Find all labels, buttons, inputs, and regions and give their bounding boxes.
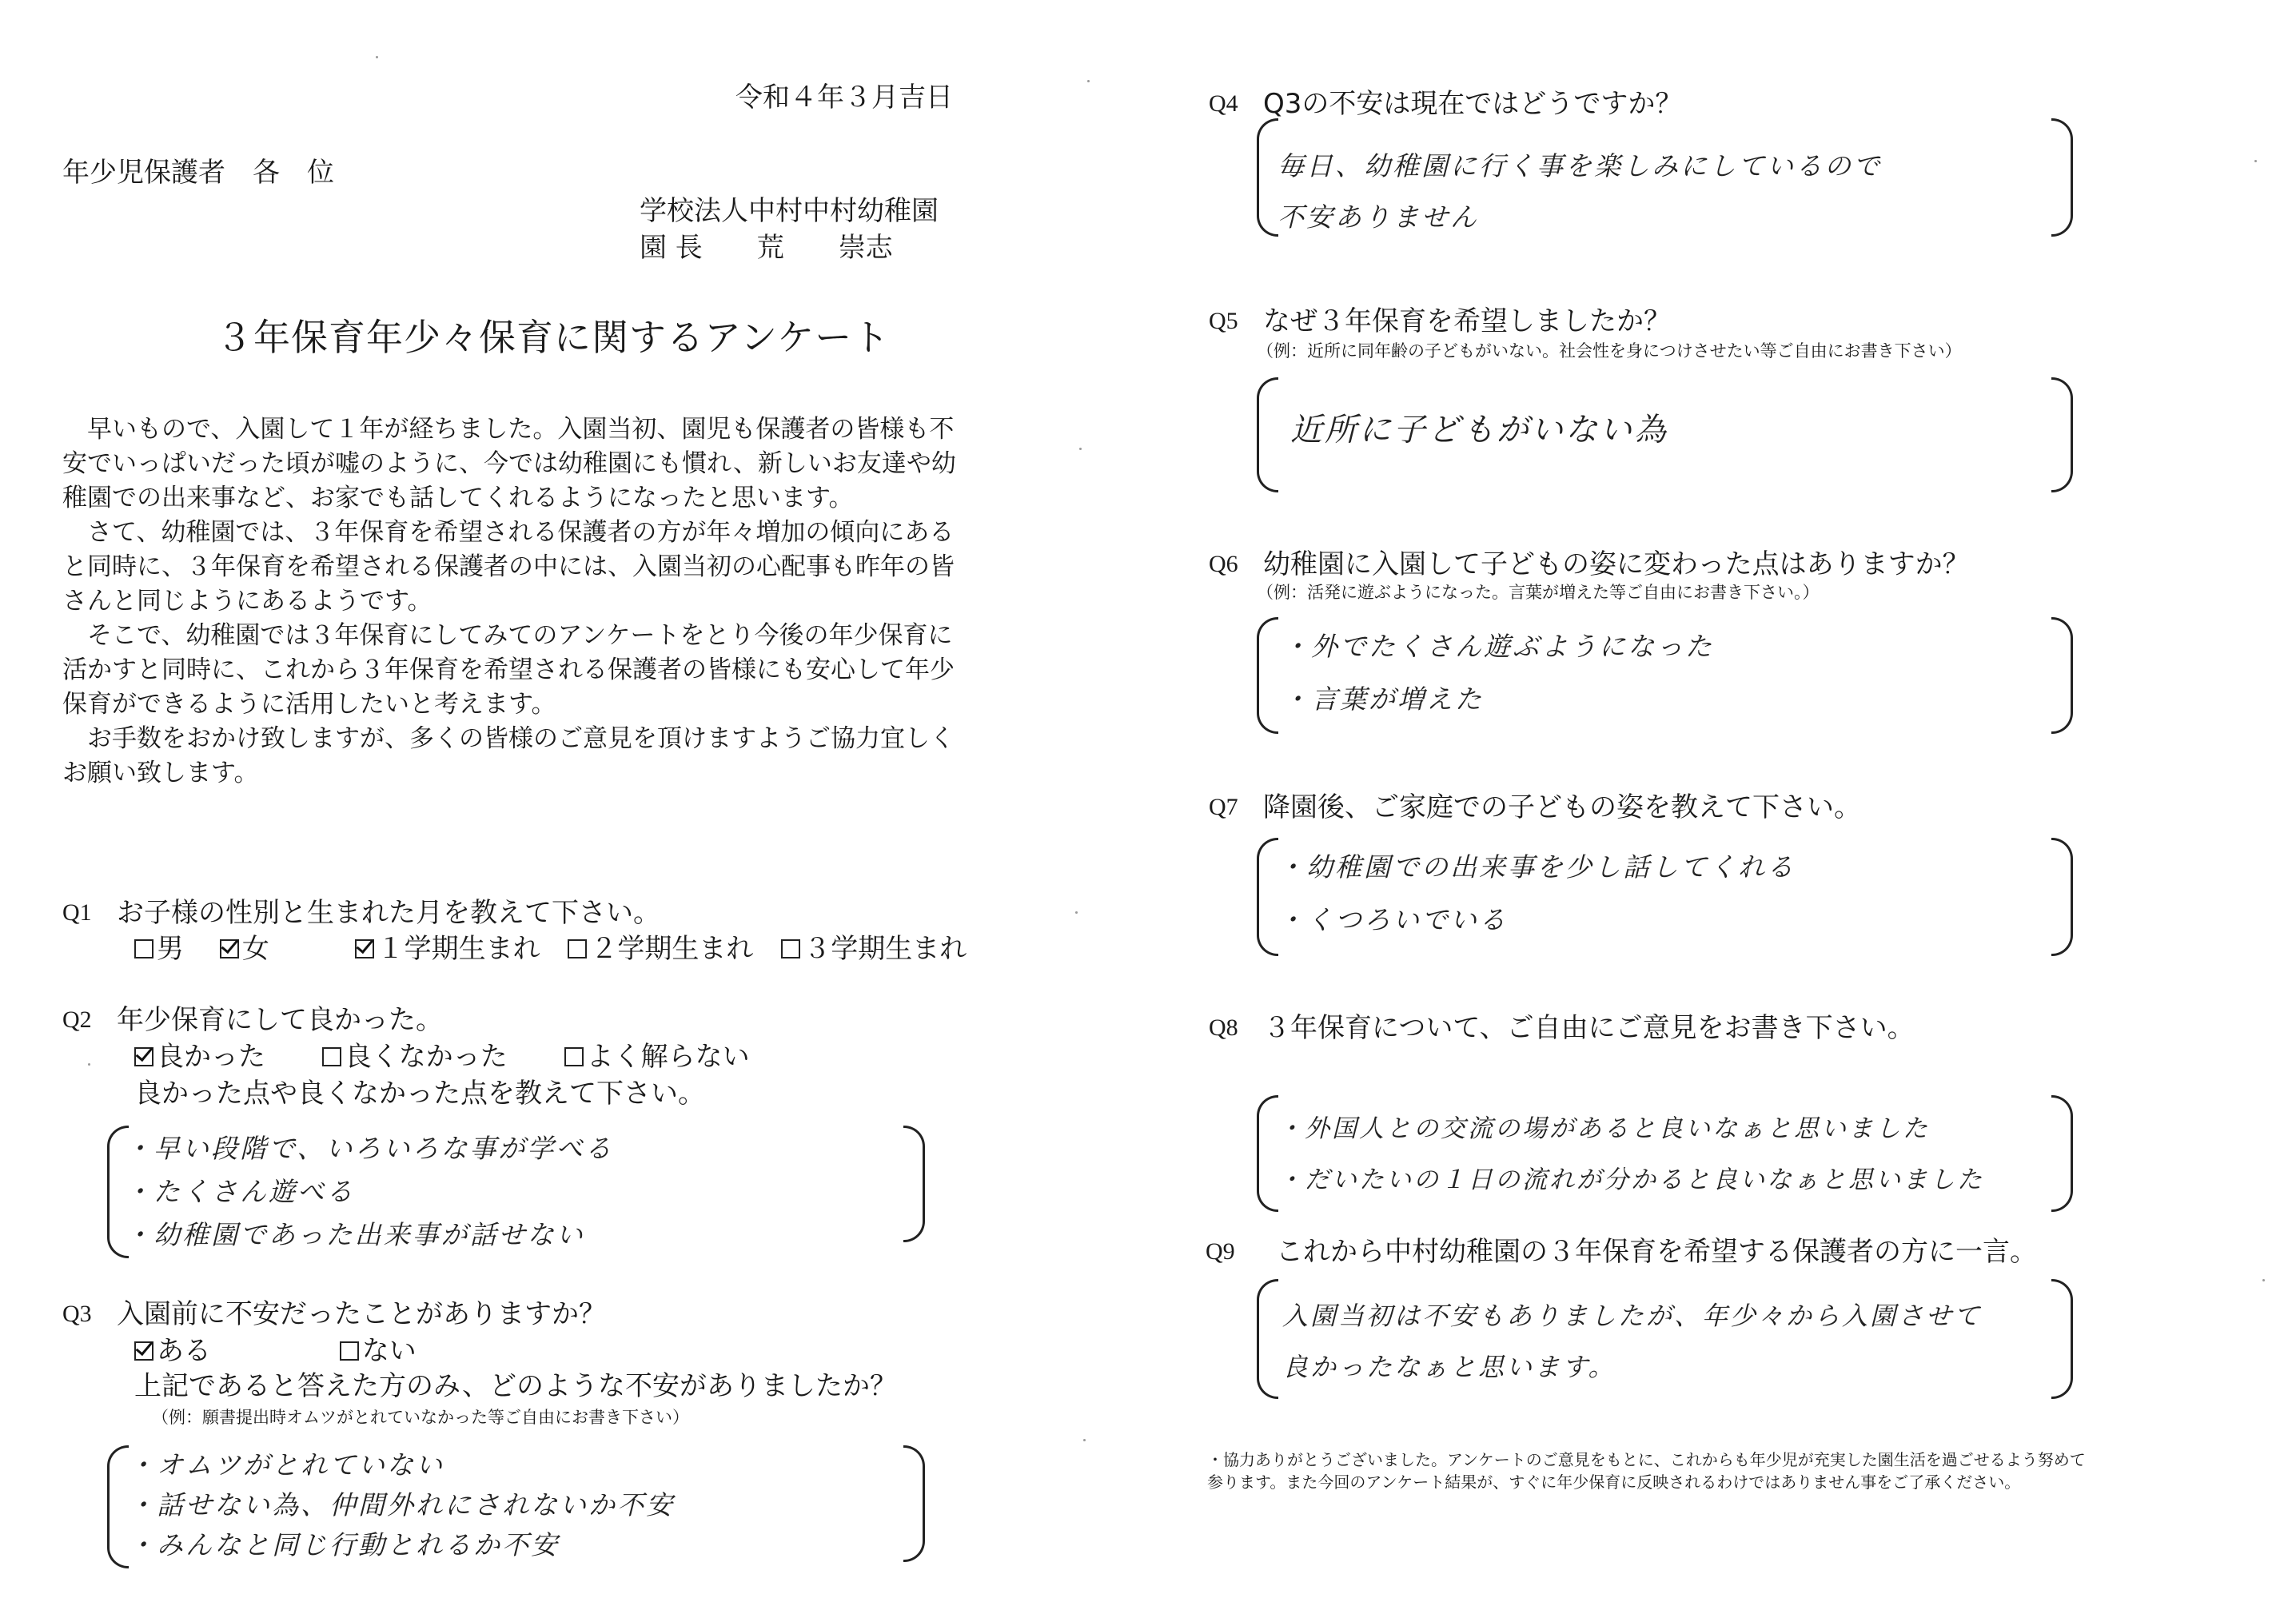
page-title: ３年保育年少々保育に関するアンケート xyxy=(216,316,891,359)
q3-answer[interactable] xyxy=(128,1445,675,1565)
answer-bracket-right xyxy=(2051,838,2073,956)
answer-bracket-left xyxy=(1257,1095,1278,1212)
q7-number: Q7 xyxy=(1209,794,1238,820)
q4-number: Q4 xyxy=(1209,90,1238,117)
q1-option-term3[interactable]: ３学期生まれ xyxy=(781,931,967,966)
q2-answer-line: ・幼稚園であった出来事が話せない xyxy=(125,1219,585,1250)
q3-subquestion: 上記であると答えた方のみ、どのような不安がありましたか？ xyxy=(134,1370,898,1402)
q7-question: 降園後、ご家庭での子どもの姿を教えて下さい。 xyxy=(1263,791,1861,823)
answer-bracket-right xyxy=(903,1445,925,1562)
q2-answer[interactable] xyxy=(125,1127,613,1257)
q1-option-female[interactable]: 女 xyxy=(220,931,269,966)
q6-example: （例：活発に遊ぶようになった。言葉が増えた等ご自由にお書き下さい。） xyxy=(1257,583,1820,602)
answer-bracket-left xyxy=(1257,118,1278,237)
q3-option-yes[interactable]: ある xyxy=(134,1333,211,1369)
checkbox-icon[interactable] xyxy=(134,939,153,958)
answer-bracket-right xyxy=(903,1126,925,1242)
answer-bracket-right xyxy=(2051,377,2073,492)
intro-paragraph-4: お手数をおかけ致しますが、多くの皆様のご意見を頂けますようご協力宜しくお願い致します。 xyxy=(62,724,955,787)
q1-question: お子様の性別と生まれた月を教えて下さい。 xyxy=(117,897,660,929)
q2-answer-line: ・たくさん遊べる xyxy=(125,1176,355,1207)
q3-answer-line: ・みんなと同じ行動とれるか不安 xyxy=(128,1529,560,1560)
checkbox-icon[interactable] xyxy=(340,1341,359,1361)
q9-number: Q9 xyxy=(1206,1238,1235,1265)
q2-question: 年少保育にして良かった。 xyxy=(117,1004,443,1036)
q7-answer[interactable] xyxy=(1278,841,1796,946)
q5-number: Q5 xyxy=(1209,308,1238,334)
q3-question: 入園前に不安だったことがありますか？ xyxy=(117,1298,606,1330)
q3-number: Q3 xyxy=(62,1301,92,1327)
q5-answer[interactable] xyxy=(1290,403,1668,457)
q6-question: 幼稚園に入園して子どもの姿に変わった点はありますか？ xyxy=(1263,548,1970,580)
checkbox-icon[interactable] xyxy=(781,939,800,958)
checkbox-checked-icon[interactable] xyxy=(134,1047,153,1066)
q1-number: Q1 xyxy=(62,899,92,926)
q2-option-good[interactable]: 良かった xyxy=(134,1039,265,1074)
intro-paragraph-2: さて、幼稚園では、３年保育を希望される保護者の方が年々増加の傾向にあると同時に、３年保育を希望される保護者の中には、入園当初の心配事も昨年の皆さんと同じようにあるようです。 xyxy=(62,518,955,616)
q9-answer[interactable] xyxy=(1282,1290,1982,1393)
checkbox-icon[interactable] xyxy=(322,1047,341,1066)
q2-options xyxy=(134,1039,777,1075)
q8-question: ３年保育について、ご自由にご意見をお書き下さい。 xyxy=(1263,1012,1915,1044)
q1-option-term1[interactable]: １学期生まれ xyxy=(355,931,540,966)
q9-answer-line: 良かったなぁと思います。 xyxy=(1282,1352,1616,1382)
principal-name: 園 長 荒 崇志 xyxy=(640,232,893,264)
checkbox-icon[interactable] xyxy=(568,939,587,958)
q2-number: Q2 xyxy=(62,1006,92,1033)
school-name: 学校法人中村中村幼稚園 xyxy=(640,195,939,227)
q5-question: なぜ３年保育を希望しましたか？ xyxy=(1263,305,1671,337)
q3-answer-line: ・オムツがとれていない xyxy=(128,1449,444,1481)
answer-bracket-right xyxy=(2051,1095,2073,1212)
q8-number: Q8 xyxy=(1209,1014,1238,1041)
answer-bracket-left xyxy=(107,1445,129,1568)
q3-option-no[interactable]: ない xyxy=(340,1333,417,1369)
answer-bracket-right xyxy=(2051,617,2073,734)
answer-bracket-left xyxy=(1257,838,1278,956)
q1-options xyxy=(134,931,994,967)
q8-answer[interactable] xyxy=(1278,1103,1984,1206)
q7-answer-line: ・幼稚園での出来事を少し話してくれる xyxy=(1278,851,1796,883)
q8-answer-line: ・外国人との交流の場があると良いなぁと思いました xyxy=(1278,1114,1930,1143)
answer-bracket-left xyxy=(1257,1279,1278,1399)
q5-answer-line: 近所に子どもがいない為 xyxy=(1290,412,1668,448)
q6-answer[interactable] xyxy=(1282,620,1714,726)
checkbox-checked-icon[interactable] xyxy=(220,939,239,958)
footer-note: ・協力ありがとうございました。アンケートのご意見をもとに、これからも年少児が充実した園生活を過ごせるよう努めて参ります。また今回のアンケート結果が、すぐに年少保育に反映されるわけではありません事をご了承ください。 xyxy=(1207,1450,2086,1492)
q1-option-male[interactable]: 男 xyxy=(134,931,184,966)
intro-text xyxy=(62,412,966,791)
answer-bracket-left xyxy=(1257,377,1278,492)
q1-option-term2[interactable]: ２学期生まれ xyxy=(568,931,753,966)
q3-example: （例：願書提出時オムツがとれていなかった等ご自由にお書き下さい） xyxy=(152,1408,689,1427)
checkbox-checked-icon[interactable] xyxy=(355,939,374,958)
q6-number: Q6 xyxy=(1209,551,1238,577)
q7-answer-line: ・くつろいでいる xyxy=(1278,904,1508,935)
q6-answer-line: ・言葉が増えた xyxy=(1282,683,1484,715)
intro-paragraph-1: 早いもので、入園して１年が経ちました。入園当初、園児も保護者の皆様も不安でいっぱいだった頃が嘘のように、今では幼稚園にも慣れ、新しいお友達や幼稚園での出来事など、お家でも話してくれるようになったと思います。 xyxy=(62,415,956,512)
q6-answer-line: ・外でたくさん遊ぶようになった xyxy=(1282,631,1714,662)
q9-answer-line: 入園当初は不安もありましたが、年少々から入園させて xyxy=(1282,1301,1983,1331)
document-date: 令和４年３月吉日 xyxy=(735,82,953,114)
intro-paragraph-3: そこで、幼稚園では３年保育にしてみてのアンケートをとり今後の年少保育に活かすと同時に、これから３年保育を希望される保護者の皆様にも安心して年少保育ができるように活用したいと考えます。 xyxy=(62,621,955,719)
q8-answer-line: ・だいたいの１日の流れが分かると良いなぁと思いました xyxy=(1278,1166,1984,1194)
answer-bracket-left xyxy=(1257,617,1278,734)
q4-answer-line: 不安ありません xyxy=(1278,201,1479,233)
q4-answer[interactable] xyxy=(1278,141,1882,243)
checkbox-checked-icon[interactable] xyxy=(134,1341,153,1361)
q4-question: Q3の不安は現在ではどうですか？ xyxy=(1263,88,1683,120)
q2-option-not-good[interactable]: 良くなかった xyxy=(322,1039,508,1074)
q5-example: （例：近所に同年齢の子どもがいない。社会性を身につけさせたい等ご自由にお書き下さい） xyxy=(1257,341,1962,361)
q3-answer-line: ・話せない為、仲間外れにされないか不安 xyxy=(128,1489,675,1520)
q9-question: これから中村幼稚園の３年保育を希望する保護者の方に一言。 xyxy=(1276,1236,2037,1268)
addressee: 年少児保護者 各 位 xyxy=(62,157,334,189)
q2-option-unsure[interactable]: よく解らない xyxy=(564,1039,750,1074)
answer-bracket-right xyxy=(2051,1279,2073,1399)
q2-subquestion: 良かった点や良くなかった点を教えて下さい。 xyxy=(134,1078,705,1110)
answer-bracket-right xyxy=(2051,118,2073,237)
checkbox-icon[interactable] xyxy=(564,1047,584,1066)
q2-answer-line: ・早い段階で、いろいろな事が学べる xyxy=(125,1133,614,1164)
q3-options xyxy=(134,1333,444,1369)
q4-answer-line: 毎日、幼稚園に行く事を楽しみにしているので xyxy=(1278,150,1882,181)
